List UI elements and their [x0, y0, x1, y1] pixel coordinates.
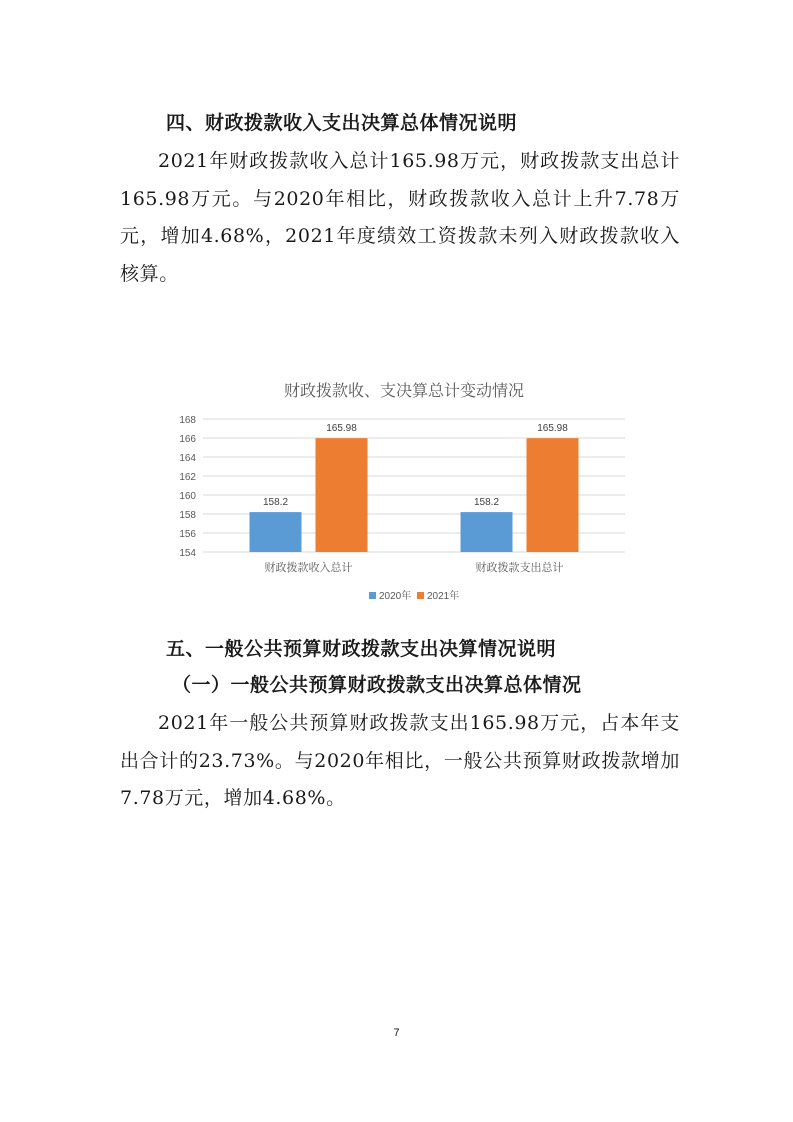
data-label: 165.98: [326, 423, 357, 435]
data-label: 158.2: [262, 497, 289, 509]
data-label: 165.98: [537, 423, 568, 435]
x-category-label: 财政拨款支出总计: [475, 562, 564, 574]
y-tick-label: 168: [179, 415, 196, 426]
section-5-subheading: （一）一般公共预算财政拨款支出决算总体情况: [172, 674, 582, 696]
bar-chart: [163, 368, 645, 610]
x-category-label: 财政拨款收入总计: [264, 562, 353, 574]
bar: [461, 512, 513, 552]
y-tick-label: 162: [179, 472, 196, 483]
y-tick-label: 156: [179, 529, 196, 540]
y-tick-label: 158: [179, 510, 196, 521]
page-number: 7: [393, 1027, 400, 1039]
bar: [316, 438, 368, 552]
section-4-paragraph: 2021年财政拨款收入总计165.98万元，财政拨款支出总计165.98万元。与2020年相比，财政拨款收入总计上升7.78万元，增加4.68%，2021年度绩效工资拨款未列入财政拨款收入核算。: [120, 150, 680, 285]
legend-label: 2020年: [379, 591, 412, 602]
y-tick-label: 166: [179, 434, 196, 445]
y-tick-label: 154: [179, 548, 196, 559]
bar: [250, 512, 302, 552]
chart-title: 财政拨款收、支决算总计变动情况: [283, 383, 525, 400]
legend-swatch: [369, 592, 376, 599]
bar: [527, 438, 579, 552]
section-4-heading: 四、财政拨款收入支出决算总体情况说明: [166, 112, 518, 134]
section-5-paragraph: 2021年一般公共预算财政拨款支出165.98万元，占本年支出合计的23.73%。与2020年相比，一般公共预算财政拨款增加7.78万元，增加4.68%。: [120, 712, 680, 809]
y-tick-label: 164: [179, 453, 196, 464]
legend-label: 2021年: [427, 591, 460, 602]
bar-chart-svg: [163, 368, 645, 610]
legend-swatch: [417, 592, 424, 599]
section-5-heading: 五、一般公共预算财政拨款支出决算情况说明: [166, 638, 557, 660]
y-tick-label: 160: [179, 491, 196, 502]
data-label: 158.2: [473, 497, 500, 509]
